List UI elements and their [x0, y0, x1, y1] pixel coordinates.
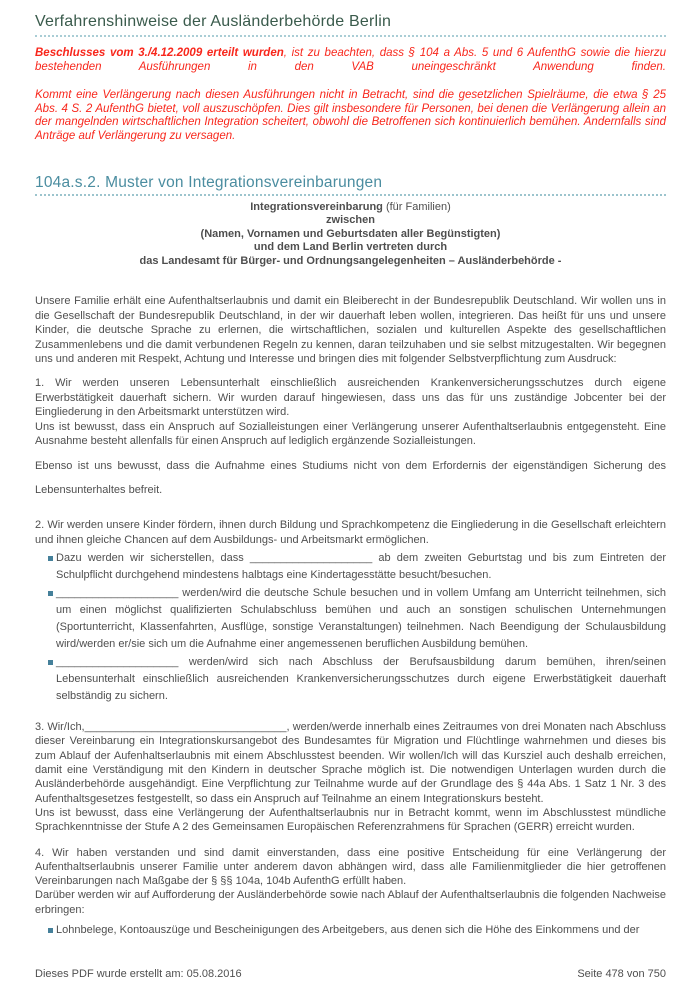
agreement-header-line-1	[35, 201, 666, 214]
notice-paragraph-1	[35, 47, 666, 74]
notice-paragraph-1-bold-lead: Beschlusses vom 3./4.12.2009 erteilt wurden	[35, 47, 284, 59]
bullet-square-icon	[48, 591, 53, 596]
page-footer	[35, 963, 666, 981]
clause-4-text: 4. Wir haben verstanden und sind damit einverstanden, dass eine positive Entscheidung für eine Verlängerung der Aufenthaltserlaubnis unserer Familie unter anderem davon abhängen wird, dass alle Familienmitglieder die hier getroffenen Vereinbarungen nach Maßgabe der § §§ 104a, 104b AufenthG erfüllt haben.	[35, 846, 666, 888]
clause-3	[35, 720, 666, 834]
clause-2-bullet-list	[48, 550, 666, 705]
agreement-header-line-2: zwischen	[326, 214, 375, 227]
clause-4-bullet-list	[48, 922, 666, 939]
clause-1-text: 1. Wir werden unseren Lebensunterhalt einschließlich ausreichenden Krankenversicherungsschutzes durch eigene Erwerbstätigkeit dauerhaft sichern. Wir wurden darauf hingewiesen, dass uns das für uns zuständige Jobcenter bei der Eingliederung in den Arbeitsmarkt unterstützen wird.	[35, 377, 666, 419]
bullet-square-icon	[48, 928, 53, 933]
clause-3-text: 3. Wir/Ich,_________________________________, werden/werde innerhalb eines Zeitraumes von drei Monaten nach Abschluss dieser Vereinbarung ein Integrationskursangebot des Bundesamtes für Migration und Flüchtlinge wahrnehmen und dieses bis zum Ablauf der Aufenhaltserlaubnis mit einem Abschlusstest beenden. Wir wollen/Ich will das Kursziel auch deshalb erreichen, damit eine Verständigung mit den Kindern in deutscher Sprache möglich ist. Die notwendigen Unterlagen wurden durch die Ausländerbehörde ausgehändigt. Eine Verpflichtung zur Teilnahme wurde auf der Grundlage des § 44a Abs. 1 Satz 1 Nr. 3 des Aufenthaltsgesetzes festgestellt, so dass ein Anspruch auf Teilnahme an einem Integrationskurs besteht.	[35, 721, 666, 805]
footer-page-number: Seite 478 von 750	[577, 968, 666, 980]
document-title: Verfahrenshinweise der Ausländerbehörde Berlin	[35, 13, 392, 30]
bullet-square-icon	[48, 660, 53, 665]
agreement-header-line-5: das Landesamt für Bürger- und Ordnungsangelegenheiten – Ausländerbehörde -	[139, 254, 562, 267]
clause-3-text-2: Uns ist bewusst, dass eine Verlängerung der Aufenthaltserlaubnis nur in Betracht kommt, wenn im Abschlusstest mündliche Sprachkenntnisse der Stufe A 2 des Gemeinsamen Europäischen Referenzrahmens für Sprachen (GERR) erreicht wurden.	[35, 806, 666, 834]
bullet-item-text: Dazu werden wir sicherstellen, dass ____________________ ab dem zweiten Geburtstag und bis zum Eintreten der Schulpflicht durchgehend mindestens halbtags eine Kindertagesstätte besucht/besuchen.	[56, 552, 666, 582]
bullet-item	[48, 654, 666, 705]
footer-created-date: Dieses PDF wurde erstellt am: 05.08.2016	[35, 968, 242, 980]
agreement-header-line-4: und dem Land Berlin vertreten durch	[253, 241, 448, 254]
section-heading: 104a.s.2. Muster von Integrationsvereinbarungen	[35, 174, 383, 191]
agreement-header-line-3: (Namen, Vornamen und Geburtsdaten aller Begünstigten)	[200, 227, 501, 240]
bullet-item-text: ____________________ werden/wird sich nach Abschluss der Berufsausbildung darum bemühen, ihren/seinen Lebensunterhalt einschließlich ausreichenden Krankenversicherungsschutzes durch eigene Erwerbstätigkeit dauerhaft selbständig zu sichern.	[56, 656, 666, 703]
bullet-item	[48, 585, 666, 653]
clause-2-text: 2. Wir werden unsere Kinder fördern, ihnen durch Bildung und Sprachkompetenz die Eingliederung in die Gesellschaft erleichtern und ihnen gleiche Chancen auf dem Ausbildungs- und Arbeitsmarkt ermöglichen.	[35, 518, 666, 546]
ebenso-paragraph: Ebenso ist uns bewusst, dass die Aufnahme eines Studiums nicht von dem Erfordernis der eigenständigen Sicherung des Lebensunterhaltes befreit.	[35, 459, 666, 496]
clause-1-text-2: Uns ist bewusst, dass ein Anspruch auf Sozialleistungen einer Verlängerung unserer Aufenthaltserlaubnis entgegensteht. Eine Ausnahme besteht allenfalls für einen Anspruch auf lediglich ergänzende Sozialleistungen.	[35, 420, 666, 448]
agreement-title-suffix: (für Familien)	[382, 201, 451, 213]
bullet-item-text: Lohnbelege, Kontoauszüge und Bescheinigungen des Arbeitgebers, aus denen sich die Höhe des Einkommens und der	[56, 924, 640, 937]
clause-4-text-2: Darüber werden wir auf Aufforderung der Ausländerbehörde sowie nach Ablauf der Aufenthaltserlaubnis die folgenden Nachweise erbringen:	[35, 889, 666, 916]
agreement-title: Integrationsvereinbarung	[250, 201, 383, 213]
bullet-square-icon	[48, 556, 53, 561]
agreement-header	[35, 201, 666, 268]
bullet-item	[48, 922, 666, 939]
title-divider	[35, 35, 666, 37]
notice-paragraph-1-rest: , ist zu beachten, dass § 104 a Abs. 5 und 6 AufenthG sowie die hierzu bestehenden Ausführungen in den VAB uneingeschränkt Anwendung finden.	[35, 47, 666, 73]
clause-4	[35, 846, 666, 939]
bullet-item-text: ____________________ werden/wird die deutsche Schule besuchen und in vollem Umfang am Unterricht teilnehmen, sich um einen möglichst qualifizierten Schulabschluss bemühen und auch an sonstigen schulischen Unternehmungen (Sportunterricht, Klassenfahrten, Ausflüge, sonstige Veranstaltungen) teilnehmen. Nach Beendigung der Schulausbildung wird/werden er/sie sich um die Aufnahme einer angemessenen beruflichen Ausbildung bemühen.	[56, 587, 666, 651]
intro-paragraph: Unsere Familie erhält eine Aufenthaltserlaubnis und damit ein Bleiberecht in der Bundesrepublik Deutschland. Wir wollen uns in die Gesellschaft der Bundesrepublik Deutschland, in der wir dauerhaft leben wollen, integrieren. Das heißt für uns und unsere Kinder, die deutsche Sprache zu erlernen, die wirtschaftlichen, sozialen und kulturellen Aspekte des gesellschaftlichen Zusammenlebens und die damit verbundenen Regeln zu kennen, daran teilzuhaben und sie selbst mitzugestalten. Wir begegnen uns und anderen mit Respekt, Achtung und Interesse und bringen dies mit folgender Selbstverpflichtung zum Ausdruck:	[35, 295, 666, 366]
notice-paragraph-2: Kommt eine Verlängerung nach diesen Ausführungen nicht in Betracht, sind die gesetzlichen Spielräume, die etwa § 25 Abs. 4 S. 2 AufenthG bietet, voll auszuschöpfen. Dies gilt insbesondere für Personen, bei denen die Verlängerung allein an der mangelnden wirtschaftlichen Integration scheitert, obwohl die Betroffenen sich kontinuierlich bemühen. Andernfalls sind Anträge auf Verlängerung zu versagen.	[35, 89, 666, 142]
clause-1	[35, 376, 666, 449]
section-divider	[35, 194, 666, 196]
clause-2	[35, 518, 666, 705]
bullet-item	[48, 550, 666, 584]
